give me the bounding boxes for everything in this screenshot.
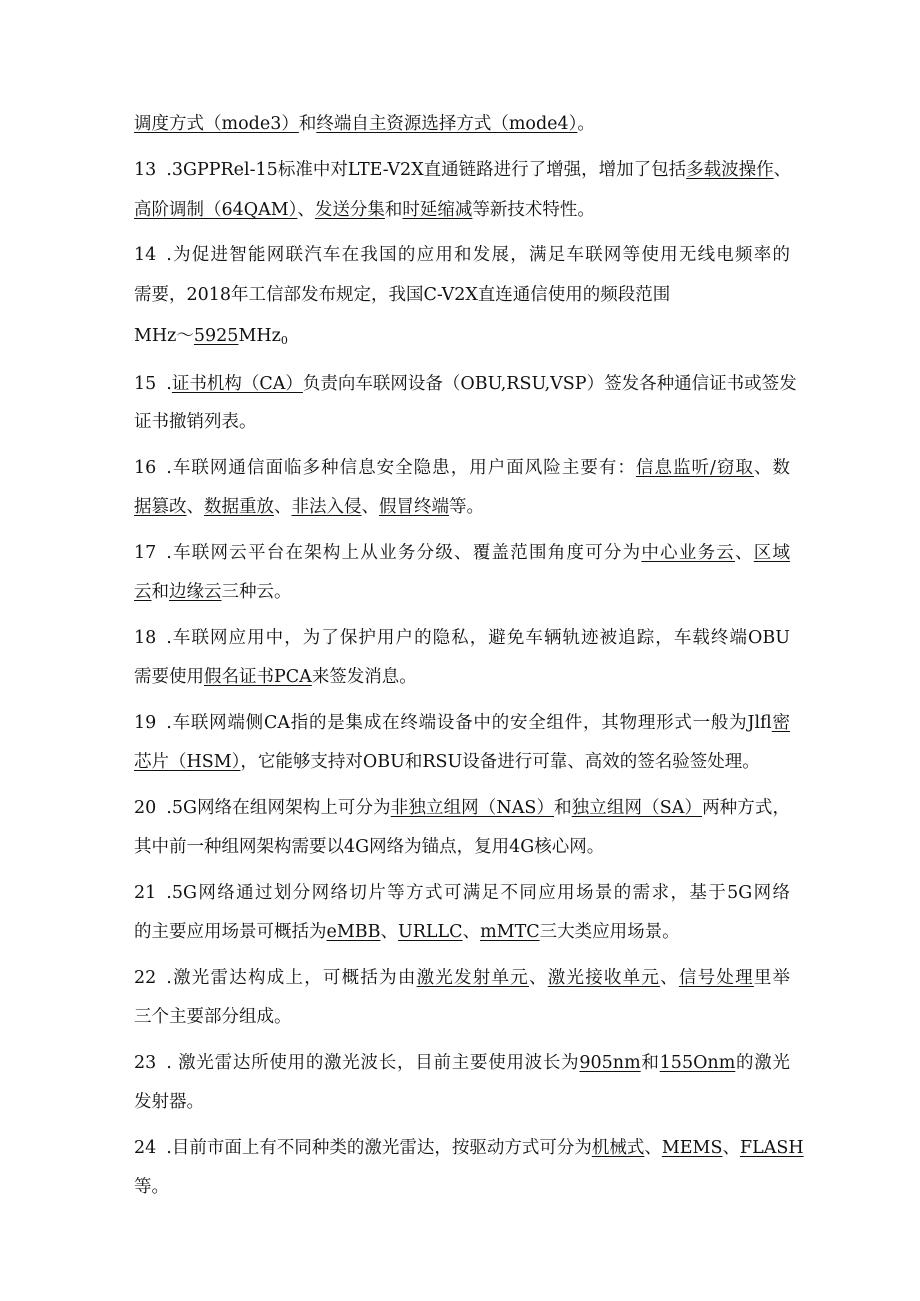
text-run: 和 xyxy=(640,1053,660,1073)
text-line xyxy=(134,283,670,307)
answer-blank: URLLC xyxy=(398,922,463,942)
text-run: 、 xyxy=(735,543,754,563)
text-line xyxy=(134,1090,204,1114)
text-run: 其中前一种组网架构需要以4G网络为锚点，复用4G核心网。 xyxy=(134,837,605,857)
text-run: 、 xyxy=(644,1138,662,1158)
answer-blank: 机械式 xyxy=(591,1138,645,1158)
text-line xyxy=(134,1051,790,1075)
text-run: ，它能够支持对OBU和RSU设备进行可靠、高效的签名验签处理。 xyxy=(240,752,760,772)
answer-blank: 中心业务云 xyxy=(641,543,736,563)
answer-blank: 调度方式（mode3） xyxy=(134,114,299,134)
text-line xyxy=(134,372,797,396)
answer-blank: 激光发射单元 xyxy=(416,968,529,988)
text-run: .为促进智能网联汽车在我国的应用和发展，满足车联网等使用无线电频率的 xyxy=(166,245,790,265)
text-run: .3GPPRel-15标准中对LTE-V2X直通链路进行了增强，增加了包括 xyxy=(166,160,687,180)
text-run: .目前市面上有不同种类的激光雷达，按驱动方式可分为 xyxy=(166,1138,592,1158)
text-run: 等新技术特性。 xyxy=(472,200,595,220)
text-line xyxy=(134,835,604,859)
text-line xyxy=(134,541,790,565)
answer-blank: 信息监听/窃取 xyxy=(635,458,754,478)
answer-blank: 边缘云 xyxy=(169,582,222,602)
answer-blank: 非独立组网（NAS） xyxy=(390,798,555,818)
answer-blank: 数据重放 xyxy=(204,497,274,517)
answer-blank: 155Onm xyxy=(659,1053,736,1073)
text-run: 、 xyxy=(660,968,679,988)
text-run: 三种云。 xyxy=(221,582,292,602)
answer-blank: 信号处理 xyxy=(678,968,754,988)
text-run: 、 xyxy=(186,497,204,517)
text-run: 和 xyxy=(384,200,403,220)
answer-blank: FLASH xyxy=(739,1138,804,1158)
answer-blank: 多载波操作 xyxy=(686,160,774,180)
text-run: 里举 xyxy=(753,968,791,988)
text-run: 证书撤销列表。 xyxy=(134,412,257,432)
answer-blank: 假冒终端 xyxy=(379,497,449,517)
subscript-mark: 0 xyxy=(280,334,288,347)
answer-blank: 假名证书PCA xyxy=(204,667,312,687)
text-line xyxy=(134,626,790,650)
item-number: 15 xyxy=(134,374,157,394)
answer-blank: mMTC xyxy=(480,922,540,942)
item-number: 23 xyxy=(134,1053,157,1073)
answer-blank: 云 xyxy=(134,582,152,602)
item-number: 22 xyxy=(134,968,157,988)
text-run: 和 xyxy=(151,582,169,602)
text-line xyxy=(134,711,790,735)
text-line xyxy=(134,1175,169,1199)
answer-blank: 芯片（HSM） xyxy=(134,752,241,772)
text-run: 需要，2018年工信部发布规定，我国C-V2X直连通信使用的频段范围 xyxy=(134,285,671,305)
text-run: 两种方式， xyxy=(702,798,790,818)
text-run: 和 xyxy=(298,114,317,134)
text-line xyxy=(134,495,484,519)
text-run: .5G网络通过划分网络切片等方式可满足不同应用场景的需求，基于5G网络 xyxy=(166,883,790,903)
answer-blank: 激光接收单元 xyxy=(547,968,661,988)
text-run: 负责向车联网设备（OBU,RSU,VSP）签发各种通信证书或签发 xyxy=(302,374,797,394)
item-number: 16 xyxy=(134,458,157,478)
text-run: 等。 xyxy=(134,1177,169,1197)
text-line xyxy=(134,665,417,689)
answer-blank: 密 xyxy=(771,713,791,733)
answer-blank: 区域 xyxy=(753,543,791,563)
item-number: 18 xyxy=(134,628,157,648)
text-run: MHz xyxy=(238,326,281,346)
text-line xyxy=(134,158,790,182)
text-run: 发射器。 xyxy=(134,1092,204,1112)
text-run: .5G网络在组网架构上可分为 xyxy=(166,798,391,818)
text-line xyxy=(134,456,790,480)
text-line xyxy=(134,410,257,434)
text-run: 三大类应用场景。 xyxy=(539,922,680,942)
answer-blank: 非法入侵 xyxy=(291,497,362,517)
text-run: .车联网云平台在架构上从业务分级、覆盖范围角度可分为 xyxy=(166,543,642,563)
text-line xyxy=(134,243,790,267)
text-line xyxy=(134,796,790,820)
text-run: 和 xyxy=(554,798,572,818)
text-run: 三个主要部分组成。 xyxy=(134,1007,292,1027)
text-run: 。 xyxy=(577,114,595,134)
item-number: 19 xyxy=(134,713,157,733)
text-run: MHz～ xyxy=(134,326,194,346)
item-number: 20 xyxy=(134,798,157,818)
answer-blank: 终端自主资源选择方式（mode4） xyxy=(316,114,578,134)
text-run: 需要使用 xyxy=(134,667,204,687)
text-line xyxy=(134,920,680,944)
text-line xyxy=(134,1136,804,1160)
answer-blank: 时延缩减 xyxy=(402,200,473,220)
text-line xyxy=(134,881,790,905)
text-run: .激光雷达构成上，可概括为由 xyxy=(166,968,417,988)
text-run: .车联网端侧CA指的是集成在终端设备中的安全组件，其物理形式一般为Jlfl xyxy=(166,713,772,733)
text-run: 、 xyxy=(380,922,398,942)
text-run: .车联网应用中，为了保护用户的隐私，避免车辆轨迹被追踪，车载终端OBU xyxy=(166,628,790,648)
item-number: 24 xyxy=(134,1138,157,1158)
text-line xyxy=(134,198,595,222)
text-run: 的激光 xyxy=(735,1053,791,1073)
answer-blank: 据篡改 xyxy=(134,497,187,517)
text-run: 、 xyxy=(462,922,481,942)
item-number: 21 xyxy=(134,883,157,903)
answer-blank: 高阶调制（64QAM） xyxy=(134,200,298,220)
text-run: .车联网通信面临多种信息安全隐患，用户面风险主要有： xyxy=(166,458,636,478)
item-number: 13 xyxy=(134,160,157,180)
item-number: 14 xyxy=(134,245,157,265)
text-run: 等。 xyxy=(449,497,484,517)
text-run: 、 xyxy=(773,160,792,180)
text-run: 、 xyxy=(274,497,292,517)
answer-blank: MEMS xyxy=(661,1138,723,1158)
text-run: 的主要应用场景可概括为 xyxy=(134,922,327,942)
text-line xyxy=(134,580,292,604)
text-run: . xyxy=(166,374,172,394)
text-line xyxy=(134,112,595,136)
text-line xyxy=(134,966,790,990)
text-run: 、 xyxy=(529,968,548,988)
text-run: 、数 xyxy=(753,458,791,478)
text-run: 来签发消息。 xyxy=(311,667,417,687)
text-run: 、 xyxy=(297,200,315,220)
text-line xyxy=(134,750,760,774)
answer-blank: 5925 xyxy=(193,326,239,346)
answer-blank: 独立组网（SA） xyxy=(571,798,703,818)
text-run: 、 xyxy=(361,497,379,517)
text-line xyxy=(134,1005,292,1029)
text-line xyxy=(134,324,288,348)
answer-blank: eMBB xyxy=(326,922,381,942)
answer-blank: 证书机构（CA） xyxy=(171,374,303,394)
answer-blank: 905nm xyxy=(579,1053,641,1073)
text-run: 、 xyxy=(722,1138,740,1158)
text-run: . 激光雷达所使用的激光波长，目前主要使用波长为 xyxy=(166,1053,580,1073)
answer-blank: 发送分集 xyxy=(314,200,385,220)
item-number: 17 xyxy=(134,543,157,563)
